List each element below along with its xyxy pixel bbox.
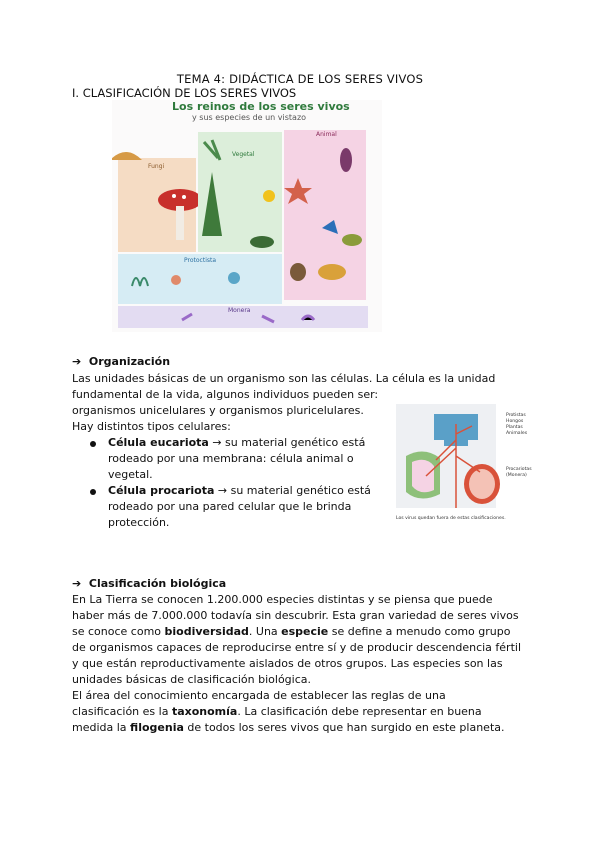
text: . Una — [248, 625, 282, 638]
paragraph-line — [72, 704, 482, 720]
cell-interior — [412, 460, 434, 493]
bullet-text: rodeado por una pared celular que le brinda — [108, 500, 352, 513]
legend-item: Animales — [506, 431, 528, 436]
heading-text: Clasificación biológica — [88, 577, 227, 590]
heading-organizacion — [72, 354, 170, 370]
moss-icon — [250, 236, 274, 248]
paragraph-line: En La Tierra se conocen 1.200.000 especies distintas y se piensa que puede — [72, 593, 493, 606]
legend-item: Hongos — [506, 419, 524, 424]
spot-icon — [182, 195, 186, 199]
tiger-icon — [318, 264, 346, 280]
text: se define a menudo como grupo — [328, 625, 511, 638]
bullet-text: → su material genético está — [214, 484, 371, 497]
figure-title: Los reinos de los seres vivos — [172, 100, 350, 113]
protista-label: Protoctista — [184, 257, 217, 264]
paragraph-line: organismos unicelulares y organismos pluricelulares. — [72, 404, 364, 417]
paragraph-line: fundamental de la vida, algunos individuos pueden ser: — [72, 388, 379, 401]
bullet-text: → su material genético está — [208, 436, 366, 449]
section-title: I. CLASIFICACIÓN DE LOS SERES VIVOS — [72, 86, 297, 100]
cell-types-diagram — [396, 404, 546, 526]
bullet-icon — [90, 441, 96, 447]
bullet-procariota — [108, 483, 371, 499]
bullet-text: vegetal. — [108, 468, 153, 481]
paragraph-line: unidades básicas de clasificación biológica. — [72, 673, 312, 686]
paragraph-line: El área del conocimiento encargada de establecer las reglas de una — [72, 689, 446, 702]
arrow-right-icon: ➔ — [72, 577, 82, 590]
heading-clasificacion — [72, 576, 226, 592]
protozoa-icon — [228, 272, 240, 284]
amanita-stem-icon — [176, 206, 184, 240]
document-title: TEMA 4: DIDÁCTICA DE LOS SERES VIVOS — [176, 72, 424, 86]
figure-subtitle: y sus especies de un vistazo — [192, 113, 307, 122]
term: filogenia — [130, 721, 184, 734]
term: taxonomía — [171, 705, 238, 718]
fungi-label: Fungi — [148, 163, 165, 170]
monera-label: Monera — [228, 307, 251, 314]
text: medida la — [72, 721, 131, 734]
paragraph-line: y que están reproductivamente aislados de otros grupos. Las especies son las — [72, 657, 503, 670]
mushroom-cap-icon — [112, 152, 142, 160]
paragraph-line — [72, 720, 505, 736]
paragraph-line: Las unidades básicas de un organismo son las células. La célula es la unidad — [72, 372, 496, 385]
term: especie — [281, 625, 329, 638]
paragraph-line: Hay distintos tipos celulares: — [72, 420, 231, 433]
text: se conoce como — [72, 625, 165, 638]
figure-caption: Los virus quedan fuera de estas clasificaciones. — [396, 516, 506, 521]
text: clasificación es la — [72, 705, 172, 718]
heading-text: Organización — [88, 355, 171, 368]
legend-item: Plantas — [506, 425, 523, 430]
paragraph-line: haber más de 7.000.000 todavía sin descubrir. Esta gran variedad de seres vivos — [72, 609, 519, 622]
animal-label: Animal — [316, 131, 337, 138]
paragraph-line: de organismos capaces de reproducirse entre sí y de producir descendencia fértil — [72, 641, 522, 654]
mollusc-icon — [340, 148, 352, 172]
text: de todos los seres vivos que han surgido en este planeta. — [183, 721, 505, 734]
kingdoms-illustration-svg — [112, 100, 382, 332]
protozoa-icon — [171, 275, 181, 285]
term: Célula procariota — [108, 484, 215, 497]
bullet-icon — [90, 489, 96, 495]
bullet-text: rodeado por una membrana: célula animal o — [108, 452, 354, 465]
cell-types-svg — [396, 404, 546, 526]
vegetal-label: Vegetal — [232, 151, 255, 158]
paragraph-line — [72, 624, 510, 640]
text: . La clasificación debe representar en buena — [237, 705, 482, 718]
legend-item: (Monera) — [506, 473, 527, 478]
squirrel-icon — [290, 263, 306, 281]
term: Célula eucariota — [108, 436, 209, 449]
term: biodiversidad — [164, 625, 249, 638]
bullet-eucariota — [108, 435, 365, 451]
arrow-right-icon: ➔ — [72, 355, 82, 368]
spot-icon — [172, 194, 176, 198]
legend-item: Protistas — [506, 413, 526, 418]
bullet-text: protección. — [108, 516, 170, 529]
frog-icon — [342, 234, 362, 246]
sunflower-icon — [263, 190, 275, 202]
kingdoms-illustration — [112, 100, 382, 332]
cell-interior — [469, 469, 495, 499]
legend-item: Procariotas — [506, 467, 532, 472]
